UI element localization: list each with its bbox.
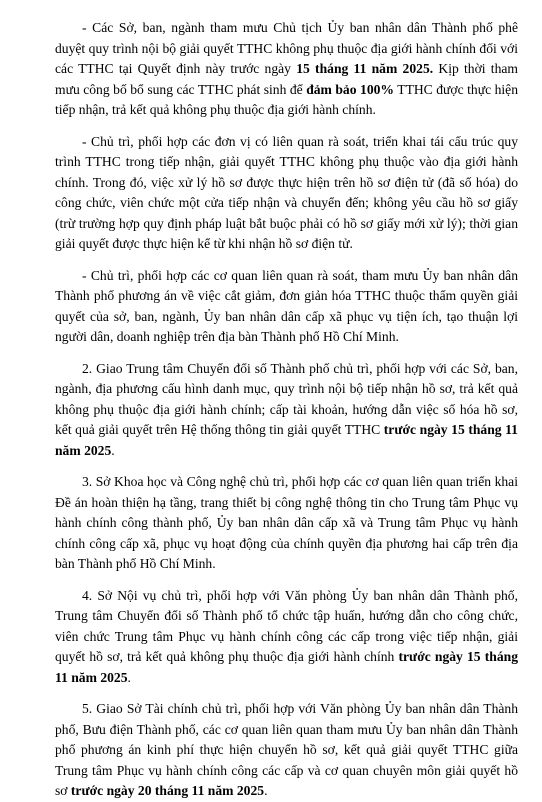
paragraph-item-3 xyxy=(55,472,518,575)
paragraph-item-5 xyxy=(55,699,518,802)
text-run: . xyxy=(127,669,131,685)
text-run: - Các Sở, ban, ngành tham mưu Chủ tịch Ủy ban nhân dân Thành phố phê duyệt quy trình nội bộ giải quyết TTHC không phụ thuộc địa giới hành chính đối với các TTHC tại Quyết định này trước ngày xyxy=(55,20,518,76)
text-run: 3. Sở Khoa học và Công nghệ chủ trì, phối hợp các cơ quan liên quan triển khai Đề án hoàn thiện hạ tầng, trang thiết bị công nghệ thông tin cho Trung tâm Phục vụ hành chính công thành phố, Ủy ban nhân dân cấp xã và Trung tâm Phục vụ hành chính công cấp xã, phục vụ hoạt động của chính quyền địa phương hai cấp trên địa bàn Thành phố Hồ Chí Minh. xyxy=(55,474,518,571)
text-run: Kịp thời tham mưu công bố bổ sung các TTHC phát sinh để xyxy=(55,61,518,97)
text-run: 2. Giao Trung tâm Chuyển đổi số Thành phố chủ trì, phối hợp với các Sở, ban, ngành, địa phương cấu hình danh mục, quy trình nội bộ tiếp nhận hồ sơ, trả kết quả không phụ thuộc địa giới hành chính; cấp tài khoản, hướng dẫn việc số hóa hồ sơ, kết quả giải quyết trên Hệ thống thông tin giải quyết TTHC xyxy=(55,360,518,437)
paragraph-item-4 xyxy=(55,586,518,689)
text-run: . xyxy=(264,783,268,798)
paragraph-simplification xyxy=(55,266,518,348)
bold-text-run: trước ngày 15 tháng 11 năm 2025 xyxy=(55,422,518,458)
bold-text-run: 15 tháng 11 năm 2025. xyxy=(296,61,434,76)
bold-text-run: đảm bảo 100% xyxy=(306,81,395,97)
bold-text-run: trước ngày 15 tháng 11 năm 2025 xyxy=(55,649,518,685)
text-run: 4. Sở Nội vụ chủ trì, phối hợp với Văn phòng Ủy ban nhân dân Thành phố, Trung tâm Chuyển đổi số Thành phố tổ chức tập huấn, hướng dẫn cho công chức, viên chức Trung tâm Phục vụ hành chính công các cấp trong việc tiếp nhận, giải quyết hồ sơ, trả kết quả không phụ thuộc địa giới hành chính xyxy=(55,587,518,664)
text-run: . xyxy=(111,442,115,458)
text-run: 5. Giao Sở Tài chính chủ trì, phối hợp với Văn phòng Ủy ban nhân dân Thành phố, Bưu điện Thành phố, các cơ quan liên quan tham mưu Ủy ban nhân dân Thành phố phương án kinh phí thực hiện chuyển hồ sơ, kết quả giải quyết TTHC giữa Trung tâm Phục vụ hành chính công các cấp và cơ quan chuyên môn giải quyết hồ sơ xyxy=(55,701,518,798)
paragraph-process-restructure xyxy=(55,132,518,255)
paragraph-item-2 xyxy=(55,359,518,462)
bold-text-run: trước ngày 20 tháng 11 năm 2025 xyxy=(70,783,265,798)
text-run: - Chủ trì, phối hợp các cơ quan liên quan rà soát, tham mưu Ủy ban nhân dân Thành phố phương án về việc cắt giảm, đơn giản hóa TTHC thuộc thẩm quyền giải quyết của sở, ban, ngành, Ủy ban nhân dân cấp xã phục vụ tiện ích, tạo thuận lợi người dân, doanh nghiệp trên địa bàn Thành phố Hồ Chí Minh. xyxy=(55,267,518,344)
paragraph-department-approval xyxy=(55,18,518,121)
text-run: TTHC được thực hiện tiếp nhận, trả kết quả không phụ thuộc địa giới hành chính. xyxy=(55,81,518,117)
text-run: - Chủ trì, phối hợp các đơn vị có liên quan rà soát, triển khai tái cấu trúc quy trình TTHC trong tiếp nhận, giải quyết TTHC không phụ thuộc vào địa giới hành chính. Trong đó, việc xử lý hồ sơ được thực hiện trên hồ sơ điện tử (đã số hóa) do công chức, viên chức một cửa tiếp nhận và chuyển đến; không yêu cầu hồ sơ giấy (trừ trường hợp quy định pháp luật bắt buộc phải có hồ sơ giấy mới xử lý); thời gian giải quyết được thực hiện kể từ khi nhận hồ sơ điện tử. xyxy=(55,133,518,251)
